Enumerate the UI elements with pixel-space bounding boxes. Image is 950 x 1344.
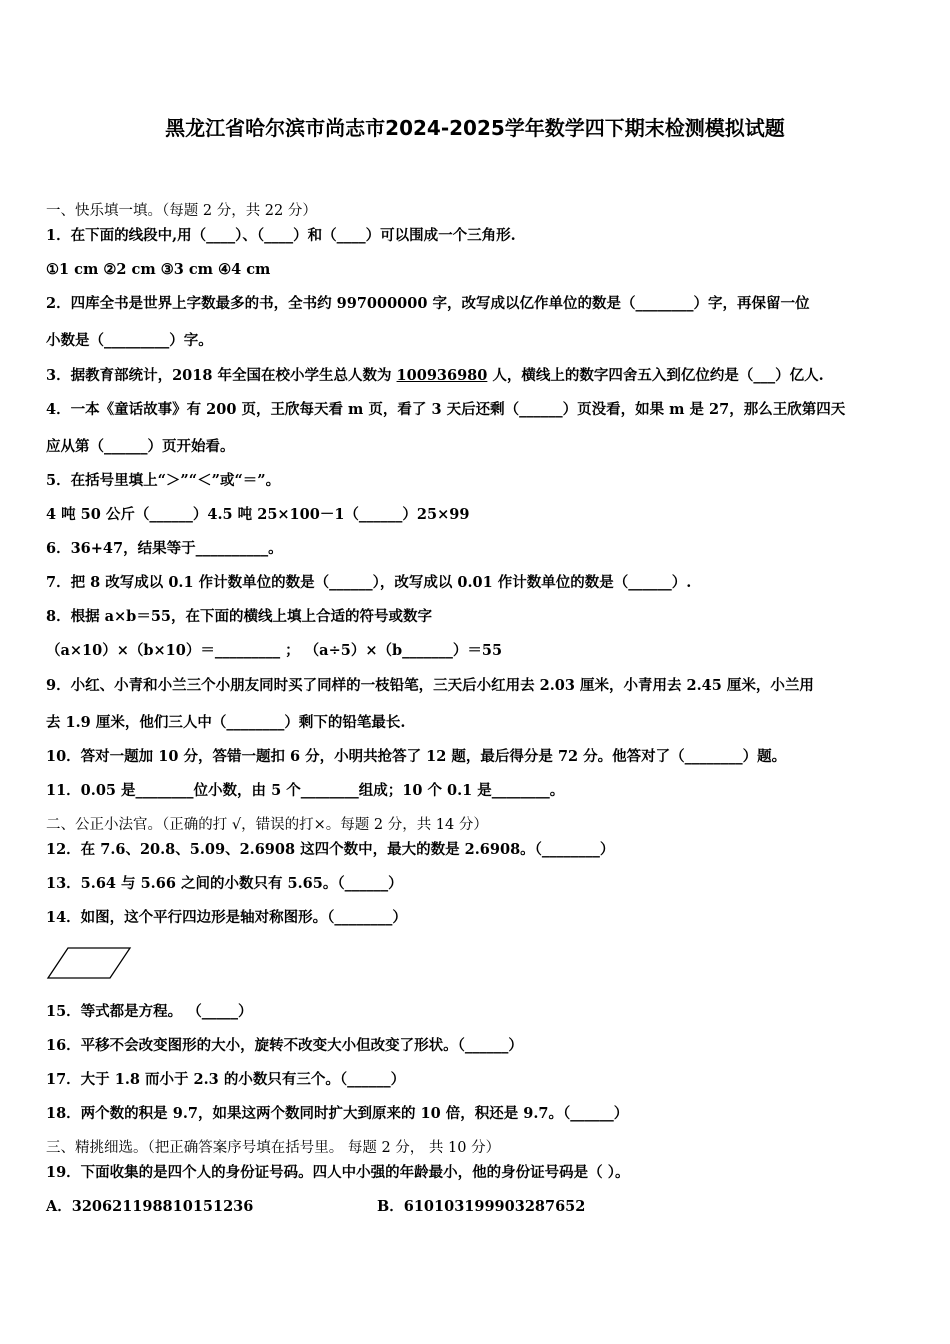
- section-1-heading: 一、快乐填一填。（每题 2 分，共 22 分）: [46, 203, 317, 219]
- question-19-option-b: B．610103199903287652: [377, 1198, 586, 1215]
- section-2-heading: 二、公正小法官。（正确的打 √，错误的打×。每题 2 分，共 14 分）: [46, 817, 488, 833]
- question-2-line-1: 2．四库全书是世界上字数最多的书，全书约 997000000 字，改写成以亿作单位的数是（________）字，再保留一位: [46, 295, 810, 312]
- question-17: 17．大于 1.8 而小于 2.3 的小数只有三个。（______）: [46, 1071, 406, 1088]
- question-6: 6．36+47，结果等于__________。: [46, 540, 283, 557]
- question-3: [46, 366, 824, 386]
- question-1: 1．在下面的线段中,用（____）、（____）和（____）可以围成一个三角形.: [46, 227, 516, 244]
- question-8-items: （a×10）×（b×10）＝_________ ； （a÷5）×（b_______）＝55: [46, 642, 503, 659]
- question-7: 7．把 8 改写成以 0.1 作计数单位的数是（______），改写成以 0.01 作计数单位的数是（______）.: [46, 574, 692, 591]
- question-14: 14．如图，这个平行四边形是轴对称图形。（________）: [46, 909, 407, 926]
- question-2-line-2: 小数是（_________）字。: [46, 332, 213, 349]
- question-5-items: 4 吨 50 公斤（______）4.5 吨 25×100－1（______）25×99: [46, 506, 470, 523]
- question-10: 10．答对一题加 10 分，答错一题扣 6 分，小明共抢答了 12 题，最后得分是 72 分。他答对了（________）题。: [46, 748, 787, 765]
- question-5: 5．在括号里填上“＞”“＜”或“＝”。: [46, 472, 281, 489]
- question-13: 13．5.64 与 5.66 之间的小数只有 5.65。（______）: [46, 875, 403, 892]
- question-9-line-1: 9．小红、小青和小兰三个小朋友同时买了同样的一枝铅笔，三天后小红用去 2.03 厘米，小青用去 2.45 厘米，小兰用: [46, 677, 814, 694]
- question-16: 16．平移不会改变图形的大小，旋转不改变大小但改变了形状。（______）: [46, 1037, 523, 1054]
- question-18: 18．两个数的积是 9.7，如果这两个数同时扩大到原来的 10 倍，积还是 9.7。（______）: [46, 1105, 629, 1122]
- question-9-line-2: 去 1.9 厘米，他们三人中（________）剩下的铅笔最长.: [46, 714, 406, 731]
- question-3-number: 100936980: [396, 367, 488, 384]
- question-19-option-a: A．320621198810151236: [46, 1198, 254, 1215]
- section-3-heading: 三、精挑细选。（把正确答案序号填在括号里。 每题 2 分， 共 10 分）: [46, 1140, 501, 1156]
- question-8: 8．根据 a×b＝55，在下面的横线上填上合适的符号或数字: [46, 608, 432, 625]
- question-4-line-1: 4．一本《童话故事》有 200 页，王欣每天看 m 页，看了 3 天后还剩（______）页没看，如果 m 是 27，那么王欣第四天: [46, 401, 846, 418]
- question-11: 11．0.05 是________位小数，由 5 个________组成；10 个 0.1 是________。: [46, 782, 565, 799]
- page-title: 黑龙江省哈尔滨市尚志市2024-2025学年数学四下期末检测模拟试题: [165, 116, 785, 140]
- question-1-options: ①1 cm ②2 cm ③3 cm ④4 cm: [46, 261, 271, 278]
- question-3-pre: 3．据教育部统计，2018 年全国在校小学生总人数为: [46, 367, 397, 384]
- question-15: 15．等式都是方程。 （_____）: [46, 1003, 253, 1020]
- parallelogram-shape: [48, 948, 130, 978]
- question-19: 19．下面收集的是四个人的身份证号码。四人中小强的年龄最小，他的身份证号码是（ ）。: [46, 1164, 630, 1181]
- parallelogram-figure: [46, 944, 136, 984]
- question-12: 12．在 7.6、20.8、5.09、2.6908 这四个数中，最大的数是 2.6908。（________）: [46, 841, 615, 858]
- question-3-post: 人，横线上的数字四舍五入到亿位约是（___）亿人.: [487, 367, 824, 384]
- question-4-line-2: 应从第（______）页开始看。: [46, 438, 235, 455]
